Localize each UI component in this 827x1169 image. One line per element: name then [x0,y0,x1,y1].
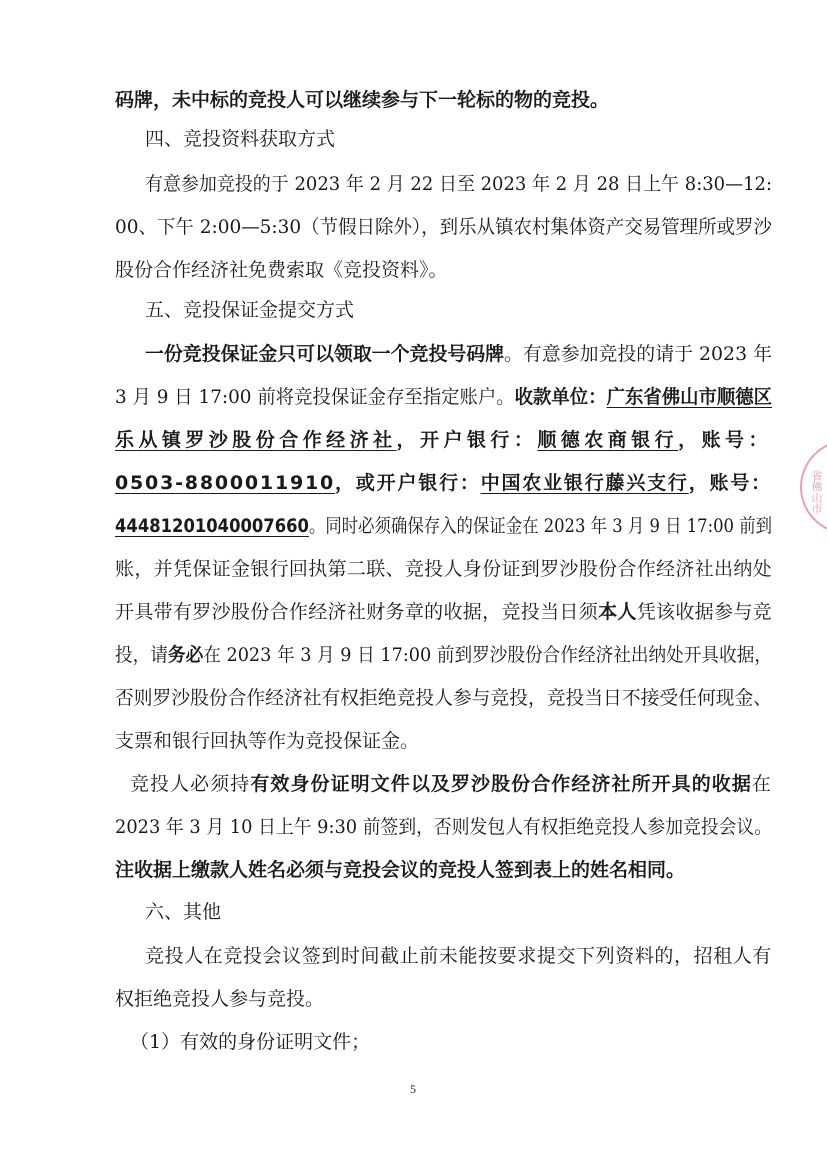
text-line [115,643,772,667]
text-line [115,729,419,753]
underlined-text: 0503-8800011910 [115,472,336,494]
text-line [115,514,772,538]
text-line [115,385,772,409]
section-heading [145,298,354,322]
text-span: 00、下午 2:00—5:30（节假日除外），到乐从镇农村集体资产交易管理所或罗沙 [115,216,772,238]
text-span: 有意参加竞投的于 2023 年 2 月 22 日至 2023 年 2 月 28 日上午 8:30—12: [145,173,772,195]
text-line [145,944,772,968]
text-span: 本人 [598,601,637,623]
text-span: （1）有效的身份证明文件； [130,1031,371,1053]
page-number: 5 [410,1082,416,1096]
section-heading [145,900,221,924]
text-span: 账，并凭保证金银行回执第二联、竞投人身份证到罗沙股份合作经济社出纳处 [115,558,772,580]
text-span: 注收据上缴款人姓名必须与竞投会议的竞投人签到表上的姓名相同。 [115,859,686,881]
text-line [115,987,324,1011]
text-span: 权拒绝竞投人参与竞投。 [115,988,325,1010]
section-heading [145,127,335,151]
text-span: 五、竞投保证金提交方式 [145,299,355,321]
text-span: 2023 年 3 月 10 日上午 9:30 前签到，否则发包人有权拒绝竞投人参加竞投会议。 [115,816,772,838]
underlined-text: 广东省佛山市顺德区 [606,386,772,408]
text-line [145,342,772,366]
text-span: 码牌，未中标的竞投人可以继续参与下一轮标的物的竞投。 [115,89,610,111]
text-line [115,88,609,112]
text-span: 在 2023 年 3 月 9 日 17:00 前到罗沙股份合作经济社出纳处开具收据， [203,644,772,666]
text-span: 收款单位： [514,386,607,408]
text-span: 竞投人在竞投会议签到时间截止前未能按要求提交下列资料的，招租人有 [145,945,772,967]
text-span: 支票和银行回执等作为竞投保证金。 [115,730,420,752]
underlined-text: 44481201040007660 [115,515,309,537]
text-span: 竞投人必须持 [130,773,251,795]
text-line [130,772,772,796]
underlined-text: 乐从镇罗沙股份合作经济社 [115,429,397,451]
text-line [115,258,448,282]
text-span: 否则罗沙股份合作经济社有权拒绝竞投人参与竞投，竞投当日不接受任何现金、 [115,687,772,709]
text-span: ，开户银行： [396,429,538,451]
text-line [115,600,772,624]
text-line [115,686,772,710]
underlined-text: 中国农业银行藤兴支行 [480,472,689,494]
text-line [115,471,772,495]
text-line [130,1030,370,1054]
text-line [115,557,772,581]
underlined-text: 顺德农商银行 [537,429,679,451]
text-span: 投，请 [115,644,168,666]
text-line [115,215,772,239]
text-span: 务必 [167,644,204,666]
text-span: 有效身份证明文件以及罗沙股份合作经济社所开具的收据 [250,773,752,795]
text-line [115,428,772,452]
text-span: 。有意参加竞投的请于 2023 年 [504,343,772,365]
text-span: 四、竞投资料获取方式 [145,128,336,150]
text-line [145,172,772,196]
text-span: 一份竞投保证金只可以领取一个竞投号码牌 [145,343,505,365]
text-span: ，或开户银行： [335,472,481,494]
text-span: 开具带有罗沙股份合作经济社财务章的收据，竞投当日须 [115,601,599,623]
text-span: 六、其他 [145,901,222,923]
text-span: ，账号： [688,472,772,494]
text-span: 在 [751,773,772,795]
seal-text: 省佛山市 [810,470,823,514]
text-line [115,815,772,839]
text-line [115,858,685,882]
text-span: 股份合作经济社免费索取《竞投资料》。 [115,259,448,281]
text-span: 凭该收据参与竞 [636,601,772,623]
text-span: 。同时必须确保存入的保证金在 2023 年 3 月 9 日 17:00 前到 [308,515,772,537]
text-span: 3 月 9 日 17:00 前将竞投保证金存至指定账户。 [115,386,515,408]
text-span: ，账号： [678,429,772,451]
